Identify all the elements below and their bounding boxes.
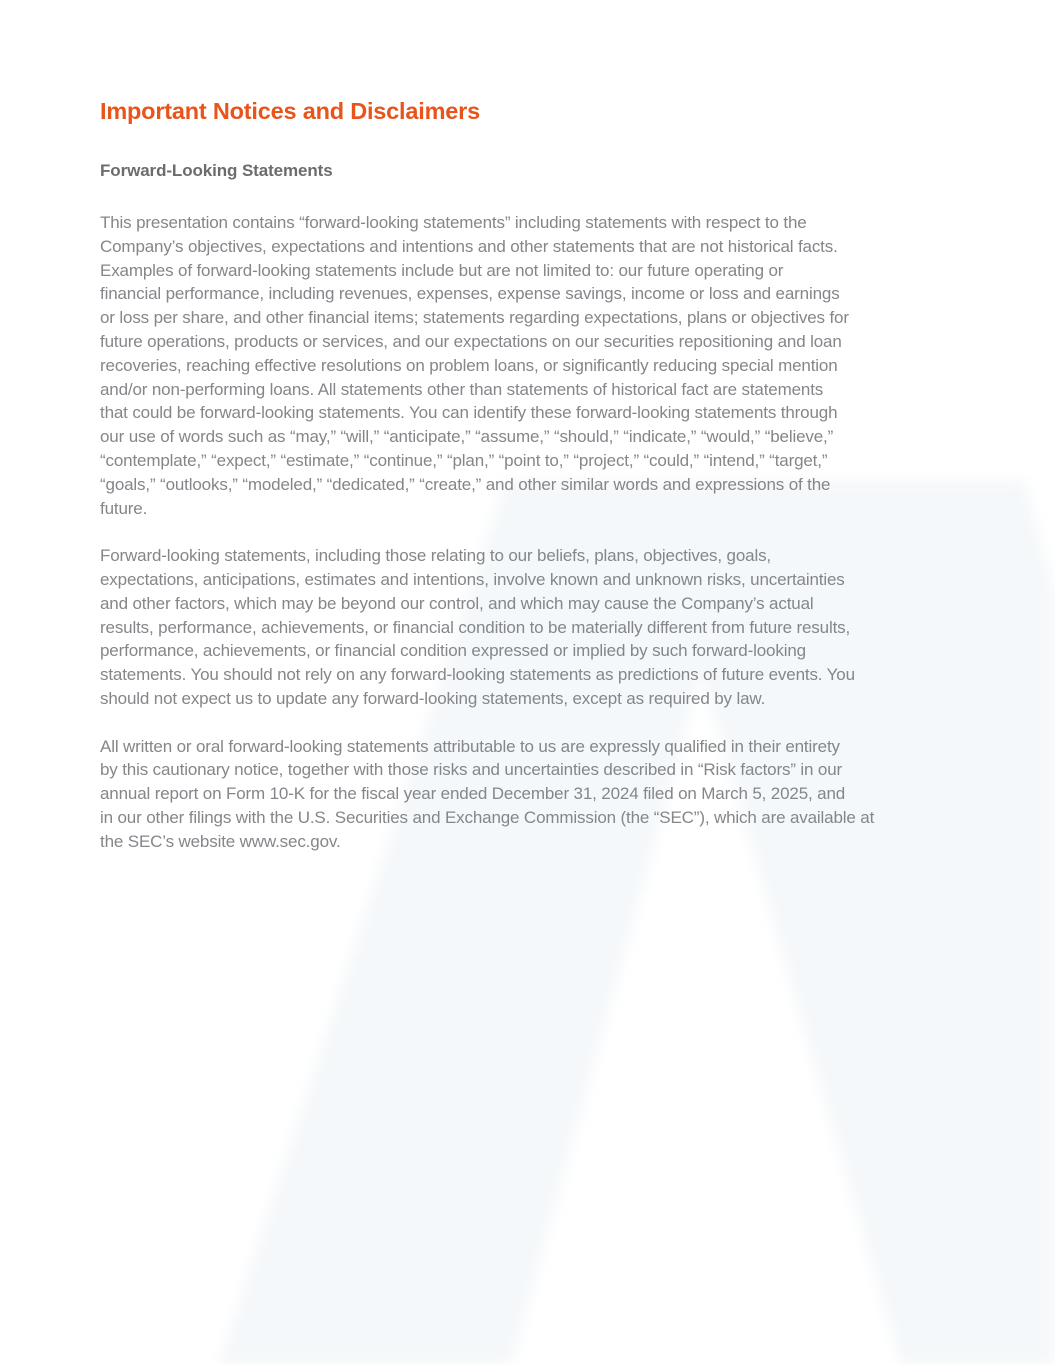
body-paragraphs	[100, 211, 955, 854]
text-line: Forward-looking statements, including those relating to our beliefs, plans, objectives, goals,	[100, 546, 771, 566]
text-line: should not expect us to update any forward-looking statements, except as required by law.	[100, 688, 766, 708]
text-line: recoveries, reaching effective resolutions on problem loans, or significantly reducing special mention	[100, 355, 838, 375]
text-line: and other factors, which may be beyond our control, and which may cause the Company’s actual	[100, 593, 814, 613]
text-line: annual report on Form 10-K for the fiscal year ended December 31, 2024 filed on March 5, 2025, and	[100, 784, 846, 804]
text-line: future operations, products or services, and our expectations on our securities repositioning and loan	[100, 331, 842, 351]
text-line: “goals,” “outlooks,” “modeled,” “dedicated,” “create,” and other similar words and expressions of the	[100, 474, 831, 494]
text-line: statements. You should not rely on any forward-looking statements as predictions of future events. You	[100, 665, 855, 685]
text-line: future.	[100, 498, 148, 518]
text-line: All written or oral forward-looking statements attributable to us are expressly qualified in their entirety	[100, 736, 840, 756]
text-line: Company’s objectives, expectations and intentions and other statements that are not historical facts.	[100, 236, 838, 256]
text-line: in our other filings with the U.S. Securities and Exchange Commission (the “SEC”), which are available at	[100, 807, 875, 827]
text-line: by this cautionary notice, together with those risks and uncertainties described in “Risk factors” in our	[100, 760, 843, 780]
section-heading: Forward-Looking Statements	[100, 161, 333, 180]
text-line: financial performance, including revenues, expenses, expense savings, income or loss and earnings	[100, 284, 840, 304]
text-line: the SEC’s website www.sec.gov.	[100, 831, 341, 851]
text-line: results, performance, achievements, or financial condition to be materially different from future results,	[100, 617, 851, 637]
text-line: expectations, anticipations, estimates and intentions, involve known and unknown risks, uncertainties	[100, 569, 845, 589]
text-line: “contemplate,” “expect,” “estimate,” “continue,” “plan,” “point to,” “project,” “could,” “intend,” “target,”	[100, 450, 828, 470]
body-paragraph	[100, 544, 955, 711]
text-line: that could be forward-looking statements. You can identify these forward-looking statements through	[100, 403, 838, 423]
body-paragraph	[100, 211, 955, 520]
text-line: performance, achievements, or financial condition expressed or implied by such forward-looking	[100, 641, 806, 661]
body-paragraph	[100, 735, 955, 854]
page-title: Important Notices and Disclaimers	[100, 98, 480, 124]
text-line: and/or non-performing loans. All statements other than statements of historical fact are statements	[100, 379, 824, 399]
text-line: our use of words such as “may,” “will,” “anticipate,” “assume,” “should,” “indicate,” “would,” “believe,”	[100, 427, 834, 447]
text-line: Examples of forward-looking statements include but are not limited to: our future operating or	[100, 260, 784, 280]
text-line: or loss per share, and other financial items; statements regarding expectations, plans or objectives for	[100, 308, 849, 328]
text-line: This presentation contains “forward-looking statements” including statements with respect to the	[100, 213, 807, 232]
